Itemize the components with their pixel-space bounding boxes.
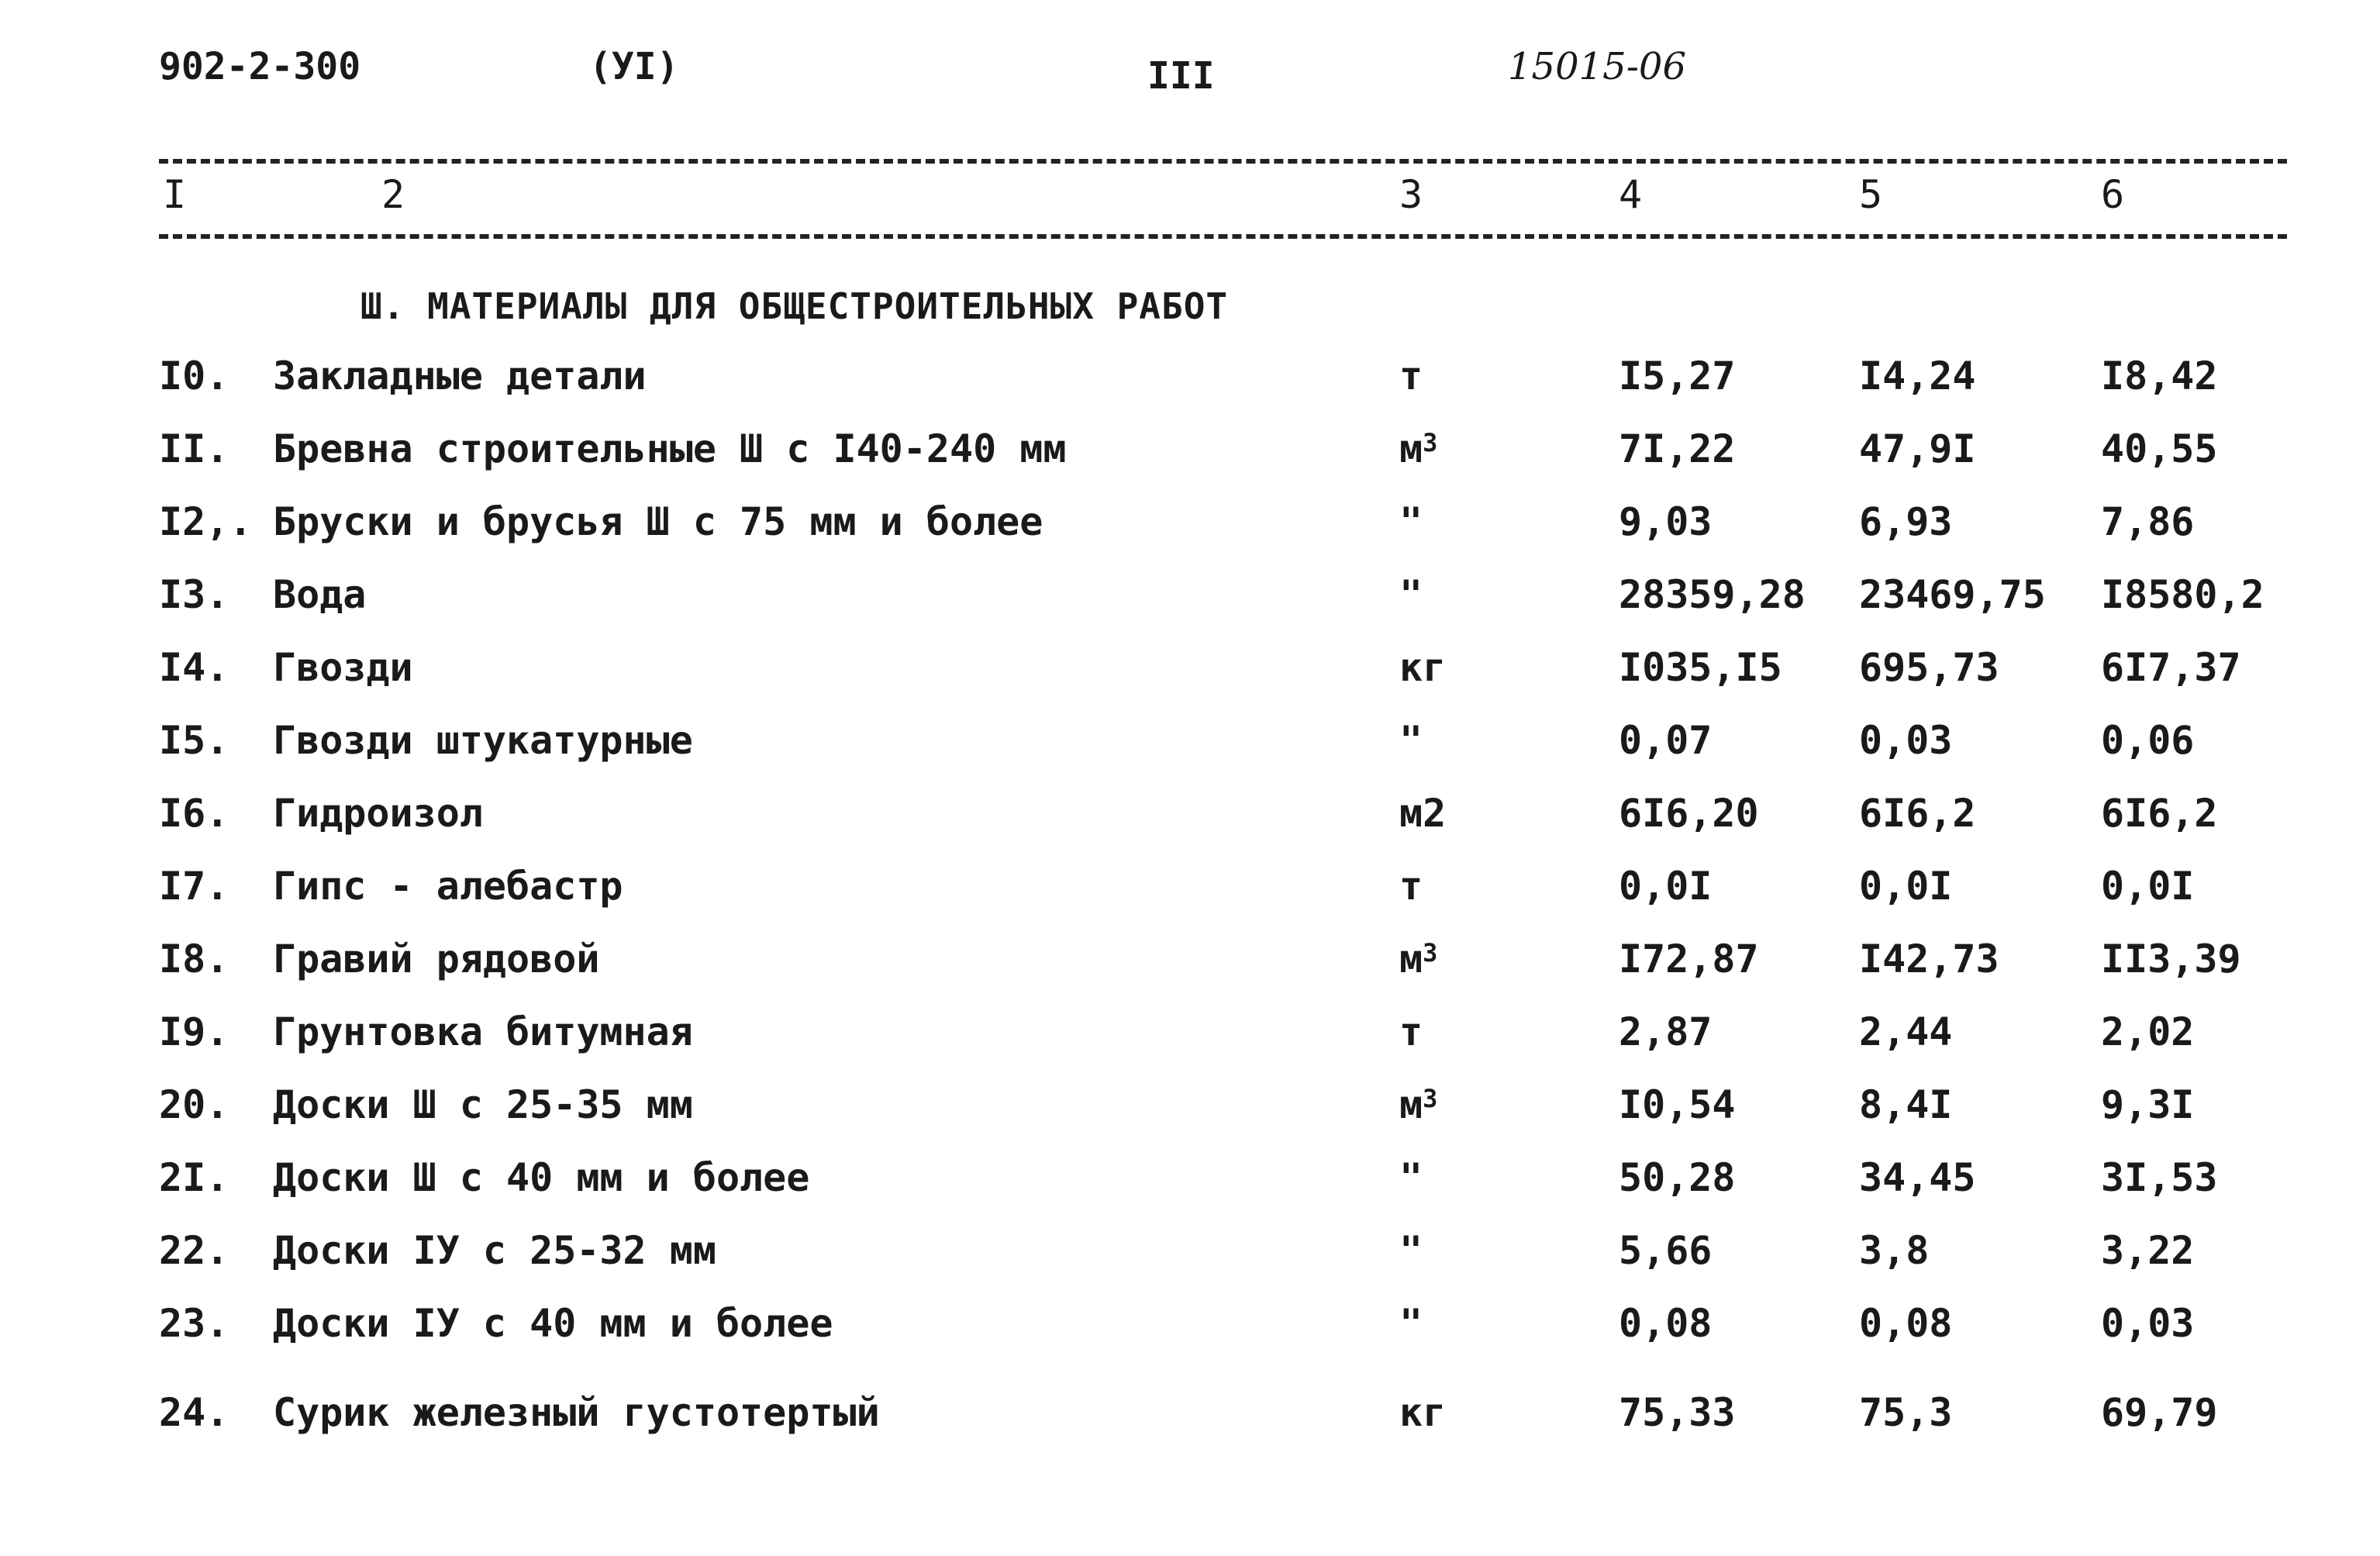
material-name: Гвозди штукатурные [273,718,693,763]
material-name: Вода [273,572,367,617]
value-col-4: I035,I5 [1619,645,1782,690]
value-col-5: 3,8 [1859,1228,1930,1273]
table-row [0,426,2380,499]
value-col-4: 50,28 [1619,1155,1736,1200]
table-row [0,1300,2380,1373]
unit: " [1399,1155,1423,1200]
unit: кг [1399,645,1447,690]
value-col-5: 23469,75 [1859,572,2046,617]
table-row [0,1227,2380,1300]
unit: $м^3$ [1399,426,1438,471]
material-name: Доски Ш с 40 мм и более [273,1155,810,1200]
column-number-3: 3 [1399,172,1423,217]
table-row [0,644,2380,717]
row-number: 22. [159,1228,229,1273]
unit: т [1399,1009,1423,1054]
value-col-4: 0,07 [1619,718,1713,763]
table-row [0,863,2380,936]
row-number: I3. [159,572,229,617]
value-col-5: 695,73 [1859,645,1999,690]
value-col-4: 9,03 [1619,499,1713,544]
material-name: Гвозди [273,645,413,690]
table-row [0,353,2380,426]
table-row [0,1009,2380,1082]
value-col-6: 7,86 [2101,499,2195,544]
unit: м2 [1399,791,1447,836]
table-row [0,499,2380,571]
value-col-4: I5,27 [1619,354,1736,398]
row-number: I7. [159,864,229,909]
material-name: Сурик железный густотертый [273,1390,880,1435]
value-col-4: I0,54 [1619,1082,1736,1127]
column-number-5: 5 [1859,172,1883,217]
material-name: Доски IУ с 25-32 мм [273,1228,716,1273]
value-col-4: 0,08 [1619,1301,1713,1346]
unit: кг [1399,1390,1447,1435]
value-col-5: 2,44 [1859,1009,1953,1054]
value-col-6: 0,0I [2101,864,2195,909]
material-name: Бревна строительные Ш с I40-240 мм [273,426,1067,471]
table-row [0,1082,2380,1154]
column-number-4: 4 [1619,172,1643,217]
value-col-5: 47,9I [1859,426,1976,471]
unit: $м^3$ [1399,1082,1438,1127]
table-row [0,790,2380,863]
table-row [0,1154,2380,1227]
value-col-4: 6I6,20 [1619,791,1759,836]
column-number-1: I [163,172,187,217]
row-number: II. [159,426,229,471]
top-dashed-rule [159,159,2287,164]
value-col-6: I8,42 [2101,354,2218,398]
handwritten-code: 15015-06 [1508,45,1686,88]
row-number: I5. [159,718,229,763]
material-name: Закладные детали [273,354,647,398]
material-name: Гравий рядовой [273,937,600,982]
row-number: I9. [159,1009,229,1054]
column-number-2: 2 [381,172,405,217]
section-mark: (УI) [589,45,679,88]
value-col-6: 3I,53 [2101,1155,2218,1200]
value-col-5: 8,4I [1859,1082,1953,1127]
value-col-6: 9,3I [2101,1082,2195,1127]
value-col-5: 6I6,2 [1859,791,1976,836]
material-name: Доски Ш с 25-35 мм [273,1082,693,1127]
row-number: 23. [159,1301,229,1346]
table-row [0,571,2380,644]
material-name: Доски IУ с 40 мм и более [273,1301,833,1346]
material-name: Бруски и брусья Ш с 75 мм и более [273,499,1043,544]
table-row [0,1389,2380,1462]
row-number: 20. [159,1082,229,1127]
table-row [0,717,2380,790]
unit: т [1399,864,1423,909]
material-name: Грунтовка битумная [273,1009,693,1054]
value-col-6: 6I7,37 [2101,645,2241,690]
value-col-4: 28359,28 [1619,572,1806,617]
value-col-6: II3,39 [2101,937,2241,982]
document-code: 902-2-300 [159,45,361,88]
value-col-4: I72,87 [1619,937,1759,982]
value-col-6: 6I6,2 [2101,791,2218,836]
value-col-6: 0,03 [2101,1301,2195,1346]
value-col-5: 75,3 [1859,1390,1953,1435]
row-number: I4. [159,645,229,690]
value-col-5: I42,73 [1859,937,1999,982]
value-col-4: 5,66 [1619,1228,1713,1273]
section-title: Ш. МАТЕРИАЛЫ ДЛЯ ОБЩЕСТРОИТЕЛЬНЫХ РАБОТ [360,285,1229,327]
page-number: III [1147,54,1215,98]
unit: " [1399,499,1423,544]
value-col-6: 69,79 [2101,1390,2218,1435]
row-number: I0. [159,354,229,398]
value-col-6: 40,55 [2101,426,2218,471]
value-col-5: 6,93 [1859,499,1953,544]
row-number: 2I. [159,1155,229,1200]
value-col-5: I4,24 [1859,354,1976,398]
material-name: Гипс - алебастр [273,864,623,909]
unit: " [1399,1301,1423,1346]
value-col-6: 3,22 [2101,1228,2195,1273]
value-col-6: 0,06 [2101,718,2195,763]
row-number: I2,. [159,499,253,544]
material-name: Гидроизол [273,791,483,836]
value-col-5: 0,0I [1859,864,1953,909]
value-col-6: I8580,2 [2101,572,2264,617]
unit: " [1399,572,1423,617]
bottom-dashed-rule [159,234,2287,239]
row-number: I6. [159,791,229,836]
value-col-4: 7I,22 [1619,426,1736,471]
value-col-4: 75,33 [1619,1390,1736,1435]
unit: $м^3$ [1399,937,1438,982]
table-row [0,936,2380,1009]
value-col-4: 2,87 [1619,1009,1713,1054]
unit: т [1399,354,1423,398]
value-col-5: 0,08 [1859,1301,1953,1346]
value-col-5: 34,45 [1859,1155,1976,1200]
value-col-4: 0,0I [1619,864,1713,909]
column-number-6: 6 [2101,172,2125,217]
value-col-5: 0,03 [1859,718,1953,763]
unit: " [1399,718,1423,763]
row-number: I8. [159,937,229,982]
value-col-6: 2,02 [2101,1009,2195,1054]
row-number: 24. [159,1390,229,1435]
unit: " [1399,1228,1423,1273]
